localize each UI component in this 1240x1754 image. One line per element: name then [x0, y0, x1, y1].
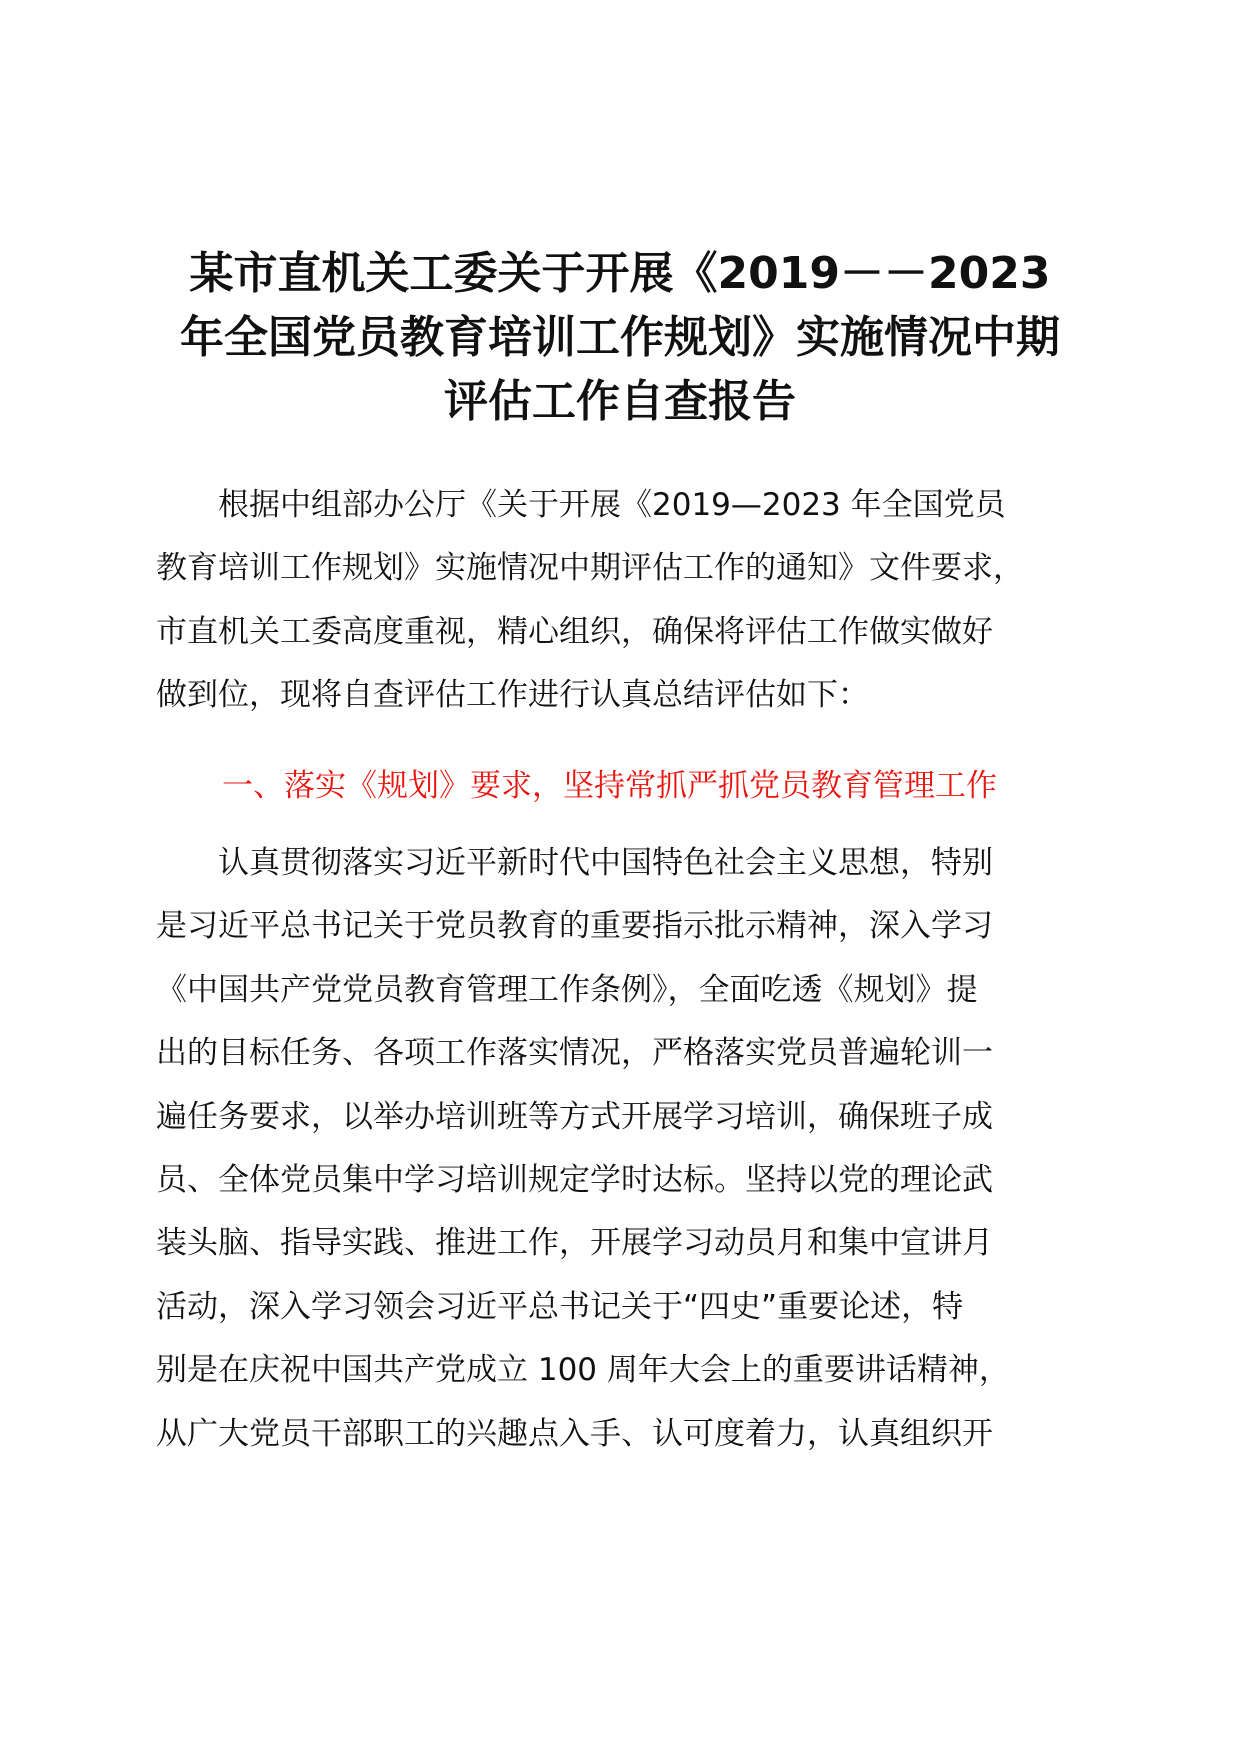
intro-paragraph	[156, 474, 1084, 728]
title-line-1: 某市直机关工委关于开展《2019－－2023	[189, 248, 1051, 299]
intro-line: 做到位，现将自查评估工作进行认真总结评估如下：	[156, 677, 869, 714]
paragraph-line: 从广大党员干部职工的兴趣点入手、认可度着力，认真组织开	[156, 1415, 993, 1452]
section-heading-1: 一、落实《规划》要求，坚持常抓严抓党员教育管理工作	[222, 768, 997, 804]
title-line-3: 评估工作自查报告	[444, 376, 796, 427]
intro-line: 教育培训工作规划》实施情况中期评估工作的通知》文件要求，	[156, 550, 1024, 587]
intro-line: 市直机关工委高度重视，精心组织，确保将评估工作做实做好	[156, 613, 993, 650]
section-1-paragraph	[156, 832, 1084, 1466]
paragraph-line: 认真贯彻落实习近平新时代中国特色社会主义思想，特别	[156, 845, 993, 881]
document-title	[155, 242, 1085, 434]
paragraph-line: 《中国共产党党员教育管理工作条例》，全面吃透《规划》提	[156, 971, 978, 1008]
paragraph-line: 是习近平总书记关于党员教育的重要指示批示精神，深入学习	[156, 908, 993, 945]
title-line-2: 年全国党员教育培训工作规划》实施情况中期	[180, 312, 1060, 363]
intro-line: 根据中组部办公厅《关于开展《2019—2023 年全国党员	[156, 487, 1006, 523]
paragraph-line: 装头脑、指导实践、推进工作，开展学习动员月和集中宣讲月	[156, 1225, 993, 1262]
paragraph-line: 员、全体党员集中学习培训规定学时达标。坚持以党的理论武	[156, 1162, 993, 1199]
paragraph-line: 遍任务要求，以举办培训班等方式开展学习培训，确保班子成	[156, 1098, 993, 1135]
paragraph-line: 别是在庆祝中国共产党成立 100 周年大会上的重要讲话精神，	[156, 1352, 1010, 1389]
paragraph-line: 出的目标任务、各项工作落实情况，严格落实党员普遍轮训一	[156, 1035, 993, 1072]
paragraph-line: 活动，深入学习领会习近平总书记关于“四史”重要论述，特	[156, 1288, 964, 1325]
